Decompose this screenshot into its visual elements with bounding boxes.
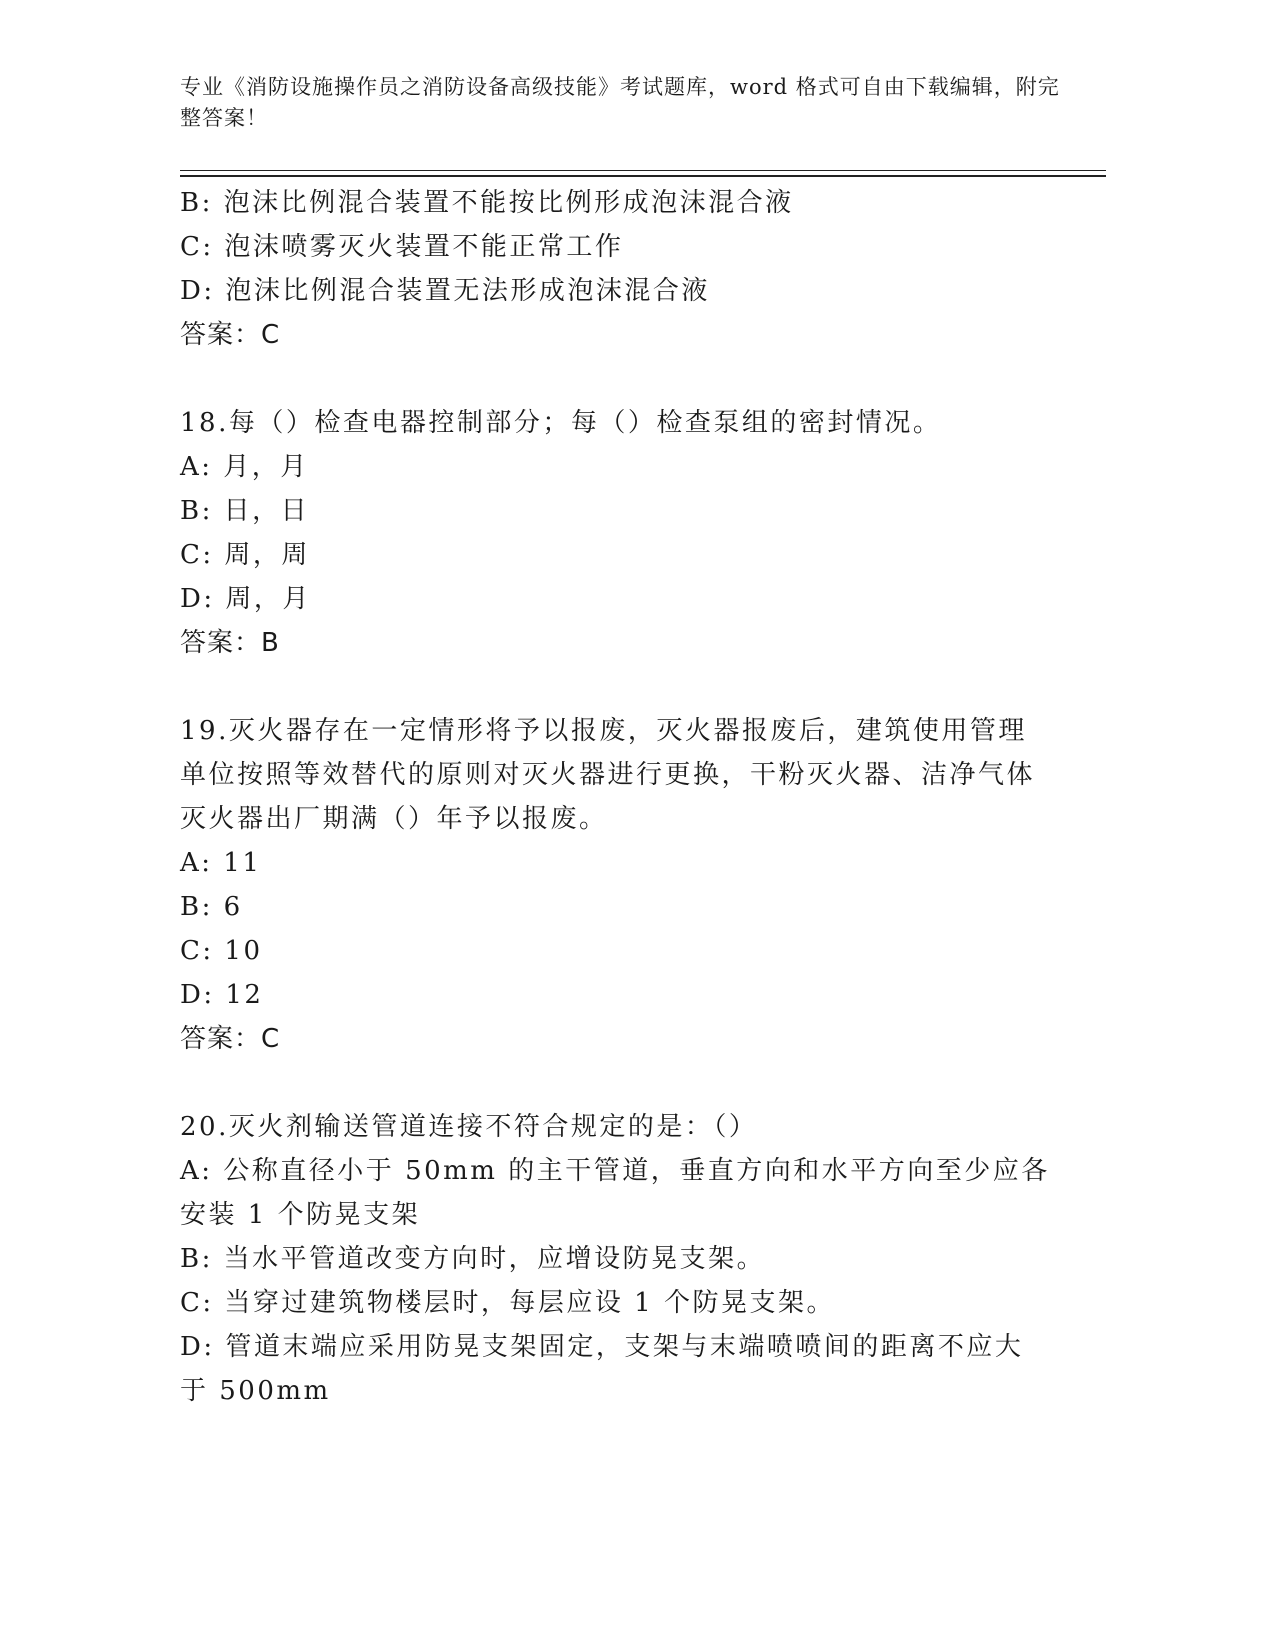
option-a: A: 月，月 [180,452,309,482]
option-a: A: 公称直径小于 50mm 的主干管道，垂直方向和水平方向至少应各安装 1 个防晃支架 [180,1156,1050,1230]
question-19 [180,709,1050,1061]
question-list [180,181,1050,1413]
option-c: C: 周，周 [180,540,310,570]
option-d: D: 12 [180,980,264,1010]
option-a: A: 11 [180,848,262,878]
question-spacer [180,357,1050,401]
option-c: C: 泡沫喷雾灭火装置不能正常工作 [180,232,624,262]
question-stem: 18.每（）检查电器控制部分；每（）检查泵组的密封情况。 [180,408,942,438]
option-d: D: 管道末端应采用防晃支架固定，支架与末端喷喷间的距离不应大于 500mm [180,1332,1024,1406]
option-d: D: 泡沫比例混合装置无法形成泡沫混合液 [180,276,710,306]
option-b: B: 泡沫比例混合装置不能按比例形成泡沫混合液 [180,188,794,218]
option-b: B: 6 [180,892,243,922]
option-d: D: 周，月 [180,584,311,614]
option-c: C: 当穿过建筑物楼层时，每层应设 1 个防晃支架。 [180,1288,835,1318]
answer-line: 答案：B [180,628,280,658]
document-header: 专业《消防设施操作员之消防设备高级技能》考试题库，word 格式可自由下载编辑，附完整答案！ [180,75,1060,130]
question-stem: 20.灭火剂输送管道连接不符合规定的是：（） [180,1112,758,1142]
question-spacer [180,665,1050,709]
option-b: B: 日，日 [180,496,310,526]
question-stem: 19.灭火器存在一定情形将予以报废，灭火器报废后，建筑使用管理单位按照等效替代的原则对灭火器进行更换，干粉灭火器、洁净气体灭火器出厂期满（）年予以报废。 [180,716,1036,834]
question-18 [180,401,1050,665]
option-b: B: 当水平管道改变方向时，应增设防晃支架。 [180,1244,766,1274]
answer-line: 答案：C [180,320,281,350]
header-divider-thin [180,170,1106,171]
question-17 [180,181,1050,357]
question-spacer [180,1061,1050,1105]
answer-line: 答案：C [180,1024,281,1054]
header-divider-thick [180,175,1106,177]
option-c: C: 10 [180,936,263,966]
question-20 [180,1105,1050,1413]
